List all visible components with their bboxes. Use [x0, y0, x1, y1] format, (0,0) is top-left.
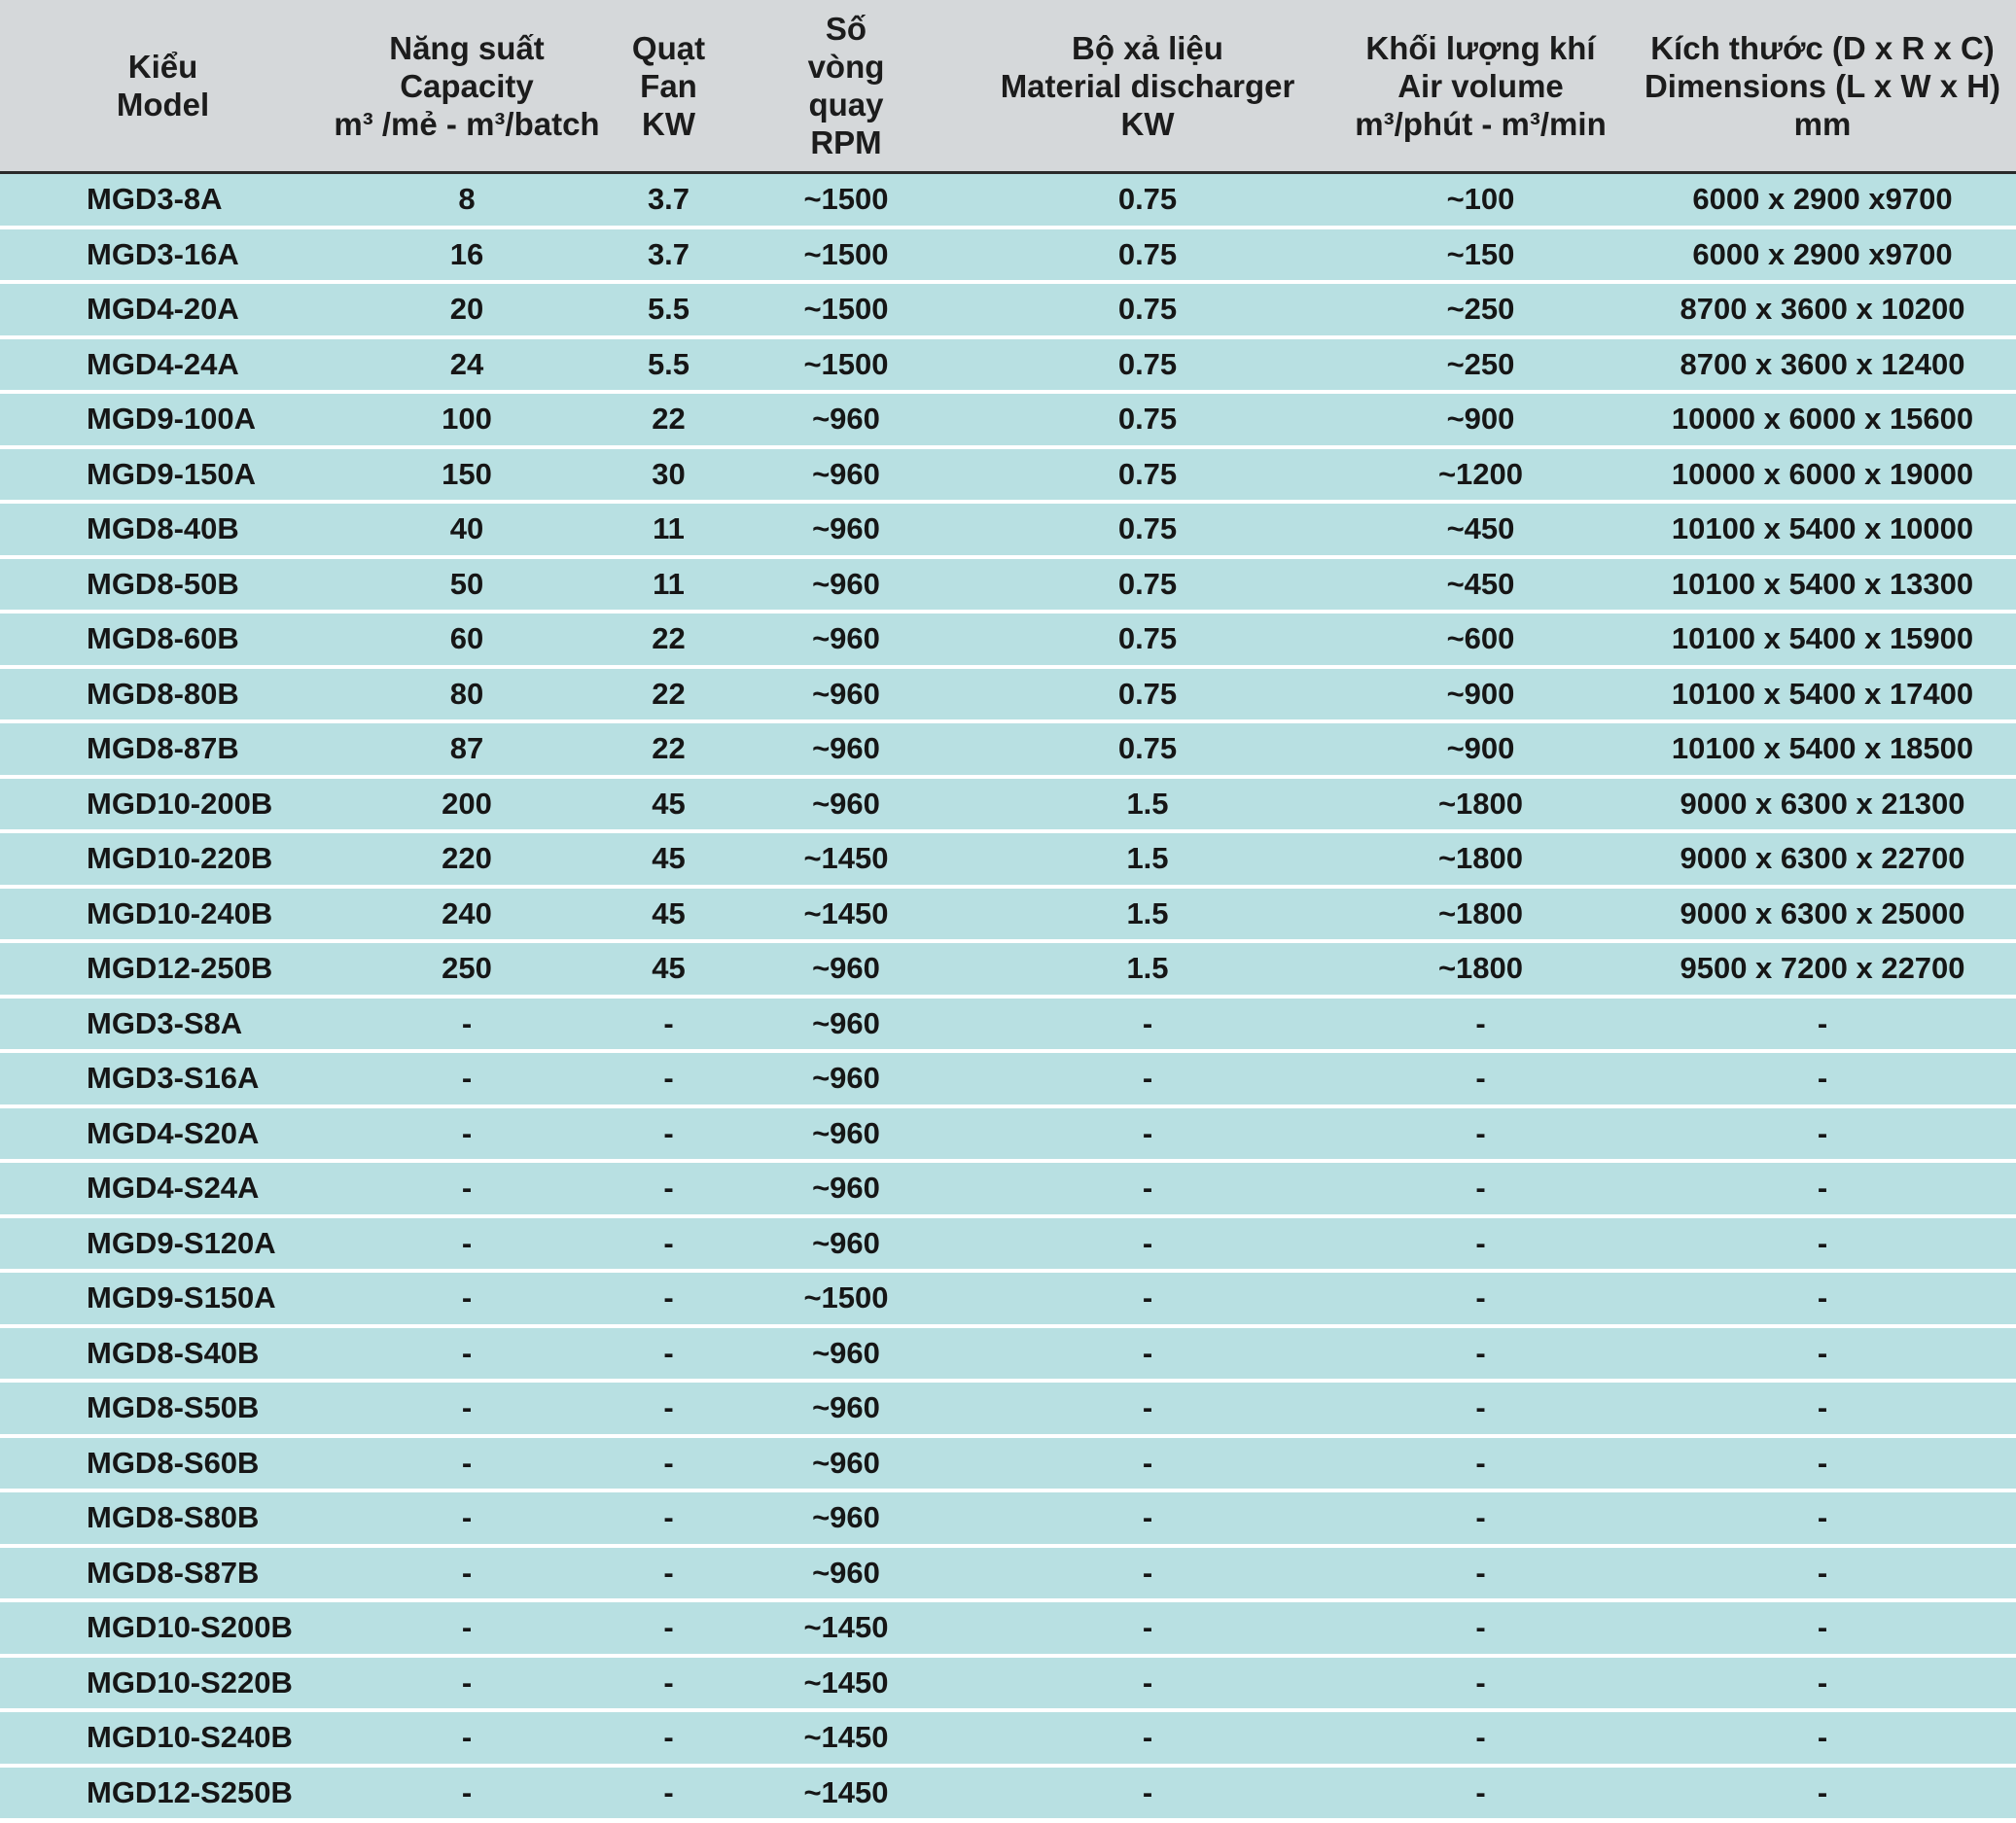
discharger-kw-cell: -	[963, 1490, 1332, 1546]
discharger-kw-cell: -	[963, 997, 1332, 1052]
air-volume-cell: -	[1332, 1106, 1629, 1162]
rpm-cell: ~960	[729, 447, 963, 503]
rpm-cell: ~960	[729, 1051, 963, 1106]
air-volume-cell: ~1800	[1332, 887, 1629, 942]
capacity-cell: -	[326, 1051, 608, 1106]
dimensions-cell: 8700 x 3600 x 10200	[1629, 282, 2016, 337]
rpm-cell: ~960	[729, 941, 963, 997]
dimensions-cell: -	[1629, 1600, 2016, 1656]
rpm-cell: ~1500	[729, 282, 963, 337]
dimensions-cell: 10100 x 5400 x 10000	[1629, 502, 2016, 557]
rpm-cell: ~960	[729, 1490, 963, 1546]
air-volume-cell: -	[1332, 1381, 1629, 1436]
air-volume-cell: ~900	[1332, 392, 1629, 447]
table-row	[0, 337, 2016, 393]
fan-kw-cell: 30	[608, 447, 729, 503]
capacity-cell: -	[326, 1326, 608, 1382]
capacity-cell: 240	[326, 887, 608, 942]
capacity-cell: 200	[326, 777, 608, 832]
dimensions-cell: -	[1629, 1490, 2016, 1546]
dimensions-cell: 10100 x 5400 x 18500	[1629, 721, 2016, 777]
discharger-kw-cell: -	[963, 1271, 1332, 1326]
header-line: Capacity	[400, 67, 534, 104]
table-row	[0, 1600, 2016, 1656]
model-cell: MGD8-S60B	[0, 1436, 326, 1491]
discharger-kw-cell: 1.5	[963, 941, 1332, 997]
model-cell: MGD3-8A	[0, 173, 326, 228]
fan-kw-cell: 5.5	[608, 282, 729, 337]
capacity-cell: 8	[326, 173, 608, 228]
table-row	[0, 1710, 2016, 1766]
rpm-cell: ~1450	[729, 887, 963, 942]
rpm-cell: ~1450	[729, 1656, 963, 1711]
rpm-cell: ~1450	[729, 1766, 963, 1819]
dimensions-cell: 10100 x 5400 x 13300	[1629, 557, 2016, 613]
dimensions-cell: -	[1629, 1766, 2016, 1819]
fan-kw-cell: 22	[608, 392, 729, 447]
air-volume-cell: -	[1332, 1490, 1629, 1546]
capacity-cell: 60	[326, 612, 608, 667]
fan-kw-cell: -	[608, 997, 729, 1052]
dimensions-cell: -	[1629, 1106, 2016, 1162]
discharger-kw-cell: 0.75	[963, 173, 1332, 228]
rpm-cell: ~1450	[729, 831, 963, 887]
capacity-cell: 87	[326, 721, 608, 777]
capacity-cell: 150	[326, 447, 608, 503]
dimensions-cell: -	[1629, 1381, 2016, 1436]
air-volume-cell: -	[1332, 997, 1629, 1052]
discharger-kw-cell: 0.75	[963, 667, 1332, 722]
discharger-kw-cell: 1.5	[963, 831, 1332, 887]
header-line: KW	[642, 105, 695, 142]
table-row	[0, 1766, 2016, 1819]
capacity-cell: 220	[326, 831, 608, 887]
discharger-kw-cell: -	[963, 1161, 1332, 1216]
capacity-cell: -	[326, 1381, 608, 1436]
rpm-cell: ~960	[729, 1381, 963, 1436]
capacity-cell: 40	[326, 502, 608, 557]
capacity-cell: 100	[326, 392, 608, 447]
model-cell: MGD9-S150A	[0, 1271, 326, 1326]
rpm-cell: ~960	[729, 502, 963, 557]
header-line: Kích thước (D x R x C)	[1650, 29, 1995, 66]
model-cell: MGD9-150A	[0, 447, 326, 503]
table-row	[0, 612, 2016, 667]
fan-kw-cell: 5.5	[608, 337, 729, 393]
header-line: quay	[808, 87, 884, 123]
air-volume-cell: ~1800	[1332, 941, 1629, 997]
model-cell: MGD8-87B	[0, 721, 326, 777]
model-cell: MGD3-S8A	[0, 997, 326, 1052]
fan-kw-cell: 22	[608, 721, 729, 777]
rpm-cell: ~960	[729, 1326, 963, 1382]
capacity-cell: 24	[326, 337, 608, 393]
air-volume-cell: ~250	[1332, 337, 1629, 393]
model-cell: MGD10-200B	[0, 777, 326, 832]
fan-kw-cell: -	[608, 1106, 729, 1162]
dimensions-cell: 9500 x 7200 x 22700	[1629, 941, 2016, 997]
discharger-kw-cell: 0.75	[963, 557, 1332, 613]
header-line: Air volume	[1397, 67, 1564, 104]
fan-kw-cell: 45	[608, 887, 729, 942]
capacity-cell: -	[326, 1490, 608, 1546]
air-volume-cell: -	[1332, 1216, 1629, 1272]
model-cell: MGD8-S40B	[0, 1326, 326, 1382]
model-cell: MGD10-220B	[0, 831, 326, 887]
air-volume-cell: -	[1332, 1161, 1629, 1216]
dimensions-cell: 10000 x 6000 x 15600	[1629, 392, 2016, 447]
header-line: Dimensions (L x W x H)	[1644, 67, 2001, 104]
header-line: Kiểu	[127, 49, 198, 85]
table-row	[0, 173, 2016, 228]
model-cell: MGD8-S50B	[0, 1381, 326, 1436]
model-cell: MGD8-80B	[0, 667, 326, 722]
fan-kw-cell: 11	[608, 502, 729, 557]
fan-kw-cell: 45	[608, 777, 729, 832]
fan-kw-cell: -	[608, 1216, 729, 1272]
model-cell: MGD9-S120A	[0, 1216, 326, 1272]
capacity-cell: -	[326, 1436, 608, 1491]
air-volume-cell: -	[1332, 1436, 1629, 1491]
rpm-cell: ~960	[729, 777, 963, 832]
fan-kw-cell: -	[608, 1490, 729, 1546]
dimensions-cell: 9000 x 6300 x 25000	[1629, 887, 2016, 942]
table-row	[0, 1216, 2016, 1272]
table-row	[0, 1546, 2016, 1601]
model-cell: MGD8-60B	[0, 612, 326, 667]
table-row	[0, 1656, 2016, 1711]
model-cell: MGD4-24A	[0, 337, 326, 393]
header-line: vòng	[807, 49, 885, 85]
header-line: Năng suất	[389, 29, 545, 66]
discharger-kw-cell: 0.75	[963, 612, 1332, 667]
discharger-kw-cell: -	[963, 1106, 1332, 1162]
discharger-kw-cell: -	[963, 1710, 1332, 1766]
header-air-volume	[1332, 0, 1629, 173]
model-cell: MGD3-S16A	[0, 1051, 326, 1106]
header-line: Khối lượng khí	[1365, 29, 1596, 66]
header-dimensions	[1629, 0, 2016, 173]
capacity-cell: 50	[326, 557, 608, 613]
air-volume-cell: ~1800	[1332, 831, 1629, 887]
table-row	[0, 447, 2016, 503]
model-cell: MGD10-S200B	[0, 1600, 326, 1656]
rpm-cell: ~960	[729, 1161, 963, 1216]
air-volume-cell: ~150	[1332, 228, 1629, 283]
air-volume-cell: ~900	[1332, 721, 1629, 777]
dimensions-cell: -	[1629, 1271, 2016, 1326]
air-volume-cell: -	[1332, 1710, 1629, 1766]
table-row	[0, 557, 2016, 613]
capacity-cell: -	[326, 1656, 608, 1711]
capacity-cell: -	[326, 1106, 608, 1162]
discharger-kw-cell: 0.75	[963, 502, 1332, 557]
dimensions-cell: -	[1629, 1656, 2016, 1711]
header-line: m³/phút - m³/min	[1355, 105, 1607, 142]
fan-kw-cell: -	[608, 1600, 729, 1656]
capacity-cell: -	[326, 1766, 608, 1819]
discharger-kw-cell: 0.75	[963, 447, 1332, 503]
air-volume-cell: -	[1332, 1326, 1629, 1382]
rpm-cell: ~1450	[729, 1710, 963, 1766]
dimensions-cell: -	[1629, 1546, 2016, 1601]
table-row	[0, 941, 2016, 997]
model-cell: MGD12-S250B	[0, 1766, 326, 1819]
header-line: Số	[825, 11, 867, 47]
fan-kw-cell: -	[608, 1161, 729, 1216]
rpm-cell: ~1500	[729, 173, 963, 228]
discharger-kw-cell: -	[963, 1600, 1332, 1656]
discharger-kw-cell: -	[963, 1051, 1332, 1106]
model-cell: MGD8-S87B	[0, 1546, 326, 1601]
air-volume-cell: ~1800	[1332, 777, 1629, 832]
table-row	[0, 502, 2016, 557]
discharger-kw-cell: 0.75	[963, 337, 1332, 393]
rpm-cell: ~960	[729, 1216, 963, 1272]
air-volume-cell: ~100	[1332, 173, 1629, 228]
dimensions-cell: -	[1629, 1051, 2016, 1106]
dimensions-cell: -	[1629, 1436, 2016, 1491]
discharger-kw-cell: 1.5	[963, 887, 1332, 942]
fan-kw-cell: 3.7	[608, 173, 729, 228]
table-row	[0, 1490, 2016, 1546]
fan-kw-cell: -	[608, 1656, 729, 1711]
fan-kw-cell: 11	[608, 557, 729, 613]
fan-kw-cell: -	[608, 1436, 729, 1491]
dimensions-cell: 10100 x 5400 x 15900	[1629, 612, 2016, 667]
capacity-cell: -	[326, 1216, 608, 1272]
table-row	[0, 667, 2016, 722]
air-volume-cell: -	[1332, 1271, 1629, 1326]
table-row	[0, 831, 2016, 887]
rpm-cell: ~960	[729, 997, 963, 1052]
dimensions-cell: -	[1629, 997, 2016, 1052]
dimensions-cell: -	[1629, 1710, 2016, 1766]
table-row	[0, 228, 2016, 283]
model-cell: MGD12-250B	[0, 941, 326, 997]
header-line: Quạt	[631, 29, 706, 66]
fan-kw-cell: -	[608, 1326, 729, 1382]
table-row	[0, 1381, 2016, 1436]
header-rpm	[729, 0, 963, 173]
air-volume-cell: ~450	[1332, 557, 1629, 613]
table-row	[0, 1161, 2016, 1216]
dimensions-cell: -	[1629, 1326, 2016, 1382]
dimensions-cell: 6000 x 2900 x9700	[1629, 173, 2016, 228]
capacity-cell: 20	[326, 282, 608, 337]
fan-kw-cell: -	[608, 1546, 729, 1601]
discharger-kw-cell: 0.75	[963, 721, 1332, 777]
header-line: Model	[116, 87, 210, 123]
capacity-cell: 16	[326, 228, 608, 283]
table-row	[0, 721, 2016, 777]
rpm-cell: ~960	[729, 557, 963, 613]
dimensions-cell: 10000 x 6000 x 19000	[1629, 447, 2016, 503]
discharger-kw-cell: -	[963, 1326, 1332, 1382]
air-volume-cell: ~250	[1332, 282, 1629, 337]
capacity-cell: -	[326, 1600, 608, 1656]
header-line: mm	[1793, 105, 1852, 142]
rpm-cell: ~1500	[729, 337, 963, 393]
table-header	[0, 0, 2016, 173]
rpm-cell: ~1500	[729, 228, 963, 283]
dimensions-cell: 9000 x 6300 x 22700	[1629, 831, 2016, 887]
air-volume-cell: ~900	[1332, 667, 1629, 722]
capacity-cell: -	[326, 997, 608, 1052]
table-row	[0, 282, 2016, 337]
fan-kw-cell: 22	[608, 612, 729, 667]
rpm-cell: ~960	[729, 1436, 963, 1491]
dimensions-cell: 10100 x 5400 x 17400	[1629, 667, 2016, 722]
header-fan-kw	[608, 0, 729, 173]
rpm-cell: ~960	[729, 612, 963, 667]
dimensions-cell: -	[1629, 1161, 2016, 1216]
air-volume-cell: -	[1332, 1600, 1629, 1656]
air-volume-cell: -	[1332, 1051, 1629, 1106]
table-row	[0, 997, 2016, 1052]
discharger-kw-cell: -	[963, 1656, 1332, 1711]
model-cell: MGD4-S24A	[0, 1161, 326, 1216]
model-cell: MGD4-S20A	[0, 1106, 326, 1162]
model-cell: MGD10-240B	[0, 887, 326, 942]
header-line: RPM	[810, 124, 882, 160]
fan-kw-cell: -	[608, 1766, 729, 1819]
fan-kw-cell: -	[608, 1271, 729, 1326]
model-cell: MGD4-20A	[0, 282, 326, 337]
table-row	[0, 887, 2016, 942]
header-line: Bộ xả liệu	[1072, 29, 1223, 66]
discharger-kw-cell: -	[963, 1436, 1332, 1491]
dimensions-cell: 9000 x 6300 x 21300	[1629, 777, 2016, 832]
rpm-cell: ~1500	[729, 1271, 963, 1326]
header-line: Material discharger	[1000, 67, 1295, 104]
table-row	[0, 1051, 2016, 1106]
header-discharger-kw	[963, 0, 1332, 173]
air-volume-cell: -	[1332, 1546, 1629, 1601]
fan-kw-cell: 22	[608, 667, 729, 722]
fan-kw-cell: -	[608, 1710, 729, 1766]
table-row	[0, 1271, 2016, 1326]
capacity-cell: -	[326, 1271, 608, 1326]
capacity-cell: -	[326, 1161, 608, 1216]
discharger-kw-cell: 0.75	[963, 392, 1332, 447]
discharger-kw-cell: 0.75	[963, 282, 1332, 337]
table-row	[0, 1436, 2016, 1491]
rpm-cell: ~960	[729, 1546, 963, 1601]
header-line: m³ /mẻ - m³/batch	[334, 105, 600, 142]
table-row	[0, 1326, 2016, 1382]
rpm-cell: ~960	[729, 392, 963, 447]
table-row	[0, 777, 2016, 832]
fan-kw-cell: -	[608, 1381, 729, 1436]
model-cell: MGD8-S80B	[0, 1490, 326, 1546]
model-cell: MGD10-S220B	[0, 1656, 326, 1711]
rpm-cell: ~960	[729, 721, 963, 777]
header-line: KW	[1120, 105, 1175, 142]
fan-kw-cell: 3.7	[608, 228, 729, 283]
air-volume-cell: ~1200	[1332, 447, 1629, 503]
air-volume-cell: -	[1332, 1656, 1629, 1711]
air-volume-cell: ~450	[1332, 502, 1629, 557]
dimensions-cell: 6000 x 2900 x9700	[1629, 228, 2016, 283]
table-body	[0, 173, 2016, 1819]
discharger-kw-cell: -	[963, 1216, 1332, 1272]
model-cell: MGD8-50B	[0, 557, 326, 613]
discharger-kw-cell: -	[963, 1546, 1332, 1601]
discharger-kw-cell: 0.75	[963, 228, 1332, 283]
discharger-kw-cell: 1.5	[963, 777, 1332, 832]
capacity-cell: 250	[326, 941, 608, 997]
table-row	[0, 392, 2016, 447]
capacity-cell: -	[326, 1546, 608, 1601]
header-row	[0, 0, 2016, 173]
air-volume-cell: ~600	[1332, 612, 1629, 667]
rpm-cell: ~960	[729, 667, 963, 722]
air-volume-cell: -	[1332, 1766, 1629, 1819]
dimensions-cell: -	[1629, 1216, 2016, 1272]
model-cell: MGD8-40B	[0, 502, 326, 557]
rpm-cell: ~960	[729, 1106, 963, 1162]
discharger-kw-cell: -	[963, 1381, 1332, 1436]
fan-kw-cell: -	[608, 1051, 729, 1106]
model-cell: MGD9-100A	[0, 392, 326, 447]
model-cell: MGD10-S240B	[0, 1710, 326, 1766]
dimensions-cell: 8700 x 3600 x 12400	[1629, 337, 2016, 393]
model-cell: MGD3-16A	[0, 228, 326, 283]
capacity-cell: -	[326, 1710, 608, 1766]
fan-kw-cell: 45	[608, 941, 729, 997]
header-capacity	[326, 0, 608, 173]
fan-kw-cell: 45	[608, 831, 729, 887]
discharger-kw-cell: -	[963, 1766, 1332, 1819]
rpm-cell: ~1450	[729, 1600, 963, 1656]
table-row	[0, 1106, 2016, 1162]
header-line: Fan	[640, 67, 697, 104]
capacity-cell: 80	[326, 667, 608, 722]
header-model	[0, 0, 326, 173]
